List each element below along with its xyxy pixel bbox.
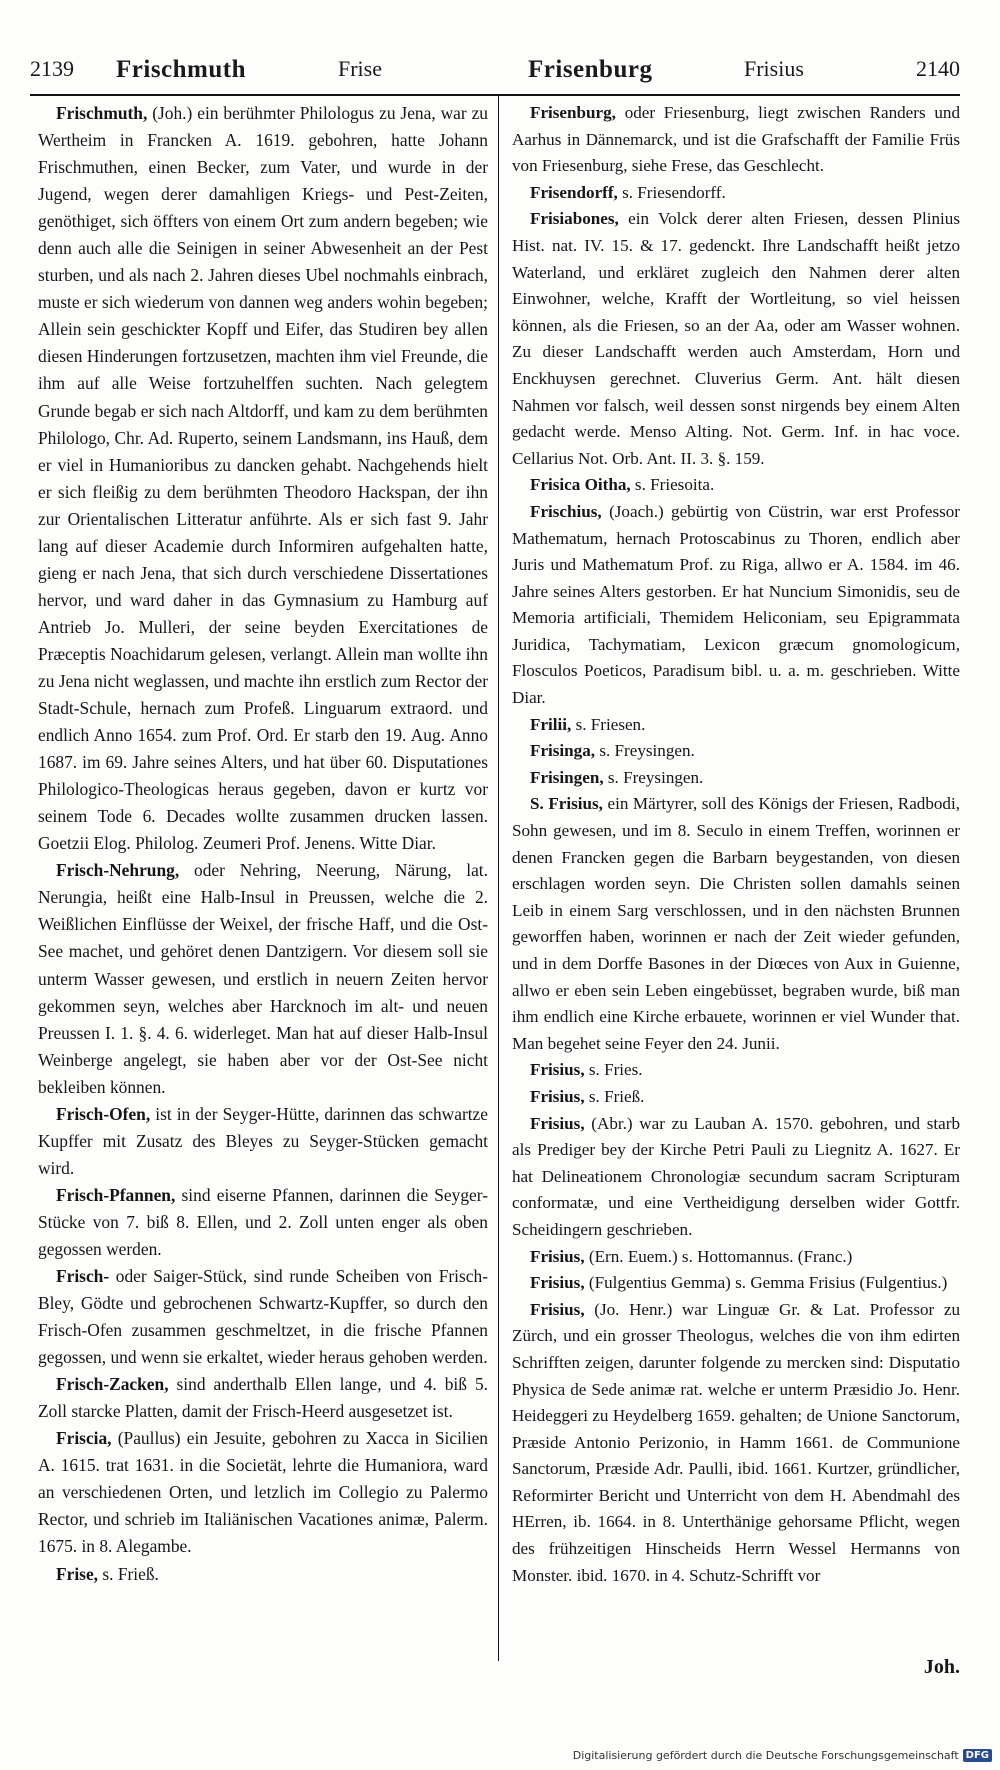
entry-text: s. Freysingen. <box>595 741 695 761</box>
entry-headword: Frisch-Ofen, <box>56 1103 151 1124</box>
entry-headword: Frisingen, <box>530 767 604 787</box>
header-keyword-left: Frischmuth <box>116 56 246 83</box>
entry-headword: Frisch-Zacken, <box>56 1374 169 1395</box>
dictionary-entry <box>512 712 960 739</box>
entry-text: (Joach.) gebürtig von Cüstrin, war erst Professor Mathematum, hernach Protoscabinus zu Thoren, endlich aber Juris und Mathematum Prof. zu Riga, allwo er A. 1584. im 46. Jahre seines Alters gestorben. Er hat Nuncium Simonidis, seu de Memoria artificiali, Themidem Heliconiam, seu Epigrammata Juridica, Tachymatiam, Lexicon græcum gnomologicum, Flosculos Poeticos, Paradisum bibl. u. a. m. geschrieben. Witte Diar. <box>512 501 960 708</box>
running-header <box>30 56 960 96</box>
dictionary-entry <box>512 1084 960 1111</box>
dictionary-entry <box>512 765 960 792</box>
header-guide-left: Frise <box>338 56 382 81</box>
entry-headword: Frisius, <box>530 1299 585 1319</box>
dictionary-entry <box>512 100 960 180</box>
entry-text: (Joh.) ein berühmter Philologus zu Jena, war zu Wertheim in Francken A. 1619. gebohren, hatte Johann Frischmuthen, einen Becker, zum Vater, und wurde in der Jugend, wegen derer damahligen Kriegs- und Pest-Zeiten, genöthiget, sich öffters von einem Ort zum andern begeben; wie denn auch alle die Seinigen in seiner Abwesenheit an der Pest sturben, und als nach 2. Jahren dieses Ubel nochmahls einbrach, muste er sich wiederum von dannen weg anders wohin begeben; Allein sein geschickter Kopff und Eifer, das Studiren bey allen diesen Hinderungen fortzusetzen, machten ihm viel Freunde, die ihm auf alle Weise fortzuhelffen suchten. Nach gelegtem Grunde begab er sich nach Altdorff, und kam zu dem berühmten Philologo, Chr. Ad. Ruperto, seinem Landsmann, ins Hauß, dem er viel in Humanioribus zu dancken gehabt. Nachgehends hielt er sich fleißig zu dem berühmten Theodoro Hackspan, der ihn zur Orientalischen Litteratur anführte. Als er sich fast 9. Jahr lang auf dieser Academie durch Informiren aufgehalten hatte, gieng er nach Jena, that sich durch verschiedene Dissertationes hervor, und ward daher in das Gymnasium zu Hamburg auf Antrieb Jo. Mulleri, der seine beyden Exercitationes de Præceptis Noachidarum gelesen, verlangt. Allein man wollte ihn zu Jena nicht weglassen, und machte ihn erstlich zum Rector der Stadt-Schule, hernach zum Profeß. Linguarum extraord. und endlich Anno 1654. zum Prof. Ord. Er starb den 19. Aug. Anno 1687. im 69. Jahre seines Alters, und hat über 60. Disputationes Philologico-Theologicas heraus gegeben, davon er kurtz vor seinem Tode 6. Decades wollte zusammen drucken lassen. Goetzii Elog. Philolog. Zeumeri Prof. Jenens. Witte Diar. <box>38 103 488 854</box>
dictionary-entry <box>512 499 960 712</box>
column-divider <box>498 96 499 1661</box>
dictionary-entry <box>512 738 960 765</box>
dictionary-entry <box>512 1270 960 1297</box>
header-guide-right: Frisius <box>744 56 804 81</box>
entry-headword: Frisius, <box>530 1273 585 1293</box>
dictionary-entry <box>38 857 488 1100</box>
left-column <box>38 100 488 1588</box>
entry-text: s. Frieß. <box>584 1086 645 1106</box>
dictionary-entry <box>38 1561 488 1588</box>
entry-headword: Frisenburg, <box>530 103 616 122</box>
entry-headword: Frisius, <box>530 1246 585 1266</box>
header-rule <box>30 94 960 96</box>
dictionary-entry <box>512 791 960 1057</box>
header-keyword-right: Frisenburg <box>528 56 653 83</box>
entry-text: oder Nehring, Neerung, Närung, lat. Nerungia, heißt eine Halb-Insul in Preussen, welche die 2. Weißlichen Einflüsse der Weixel, der frische Haff, und die Ost-See machet, und gehöret denen Dantzigern. Vor diesem soll sie unterm Wasser gewesen, und erstlich in neuern Zeiten hervor gekommen seyn, welches aber Harcknoch im alt- und neuen Preussen I. 1. §. 4. 6. widerleget. Man hat auf dieser Halb-Insul Weinberge angelegt, sie haben aber vor der Ost-See nicht bekleiben können. <box>38 860 488 1097</box>
entry-text: s. Freysingen. <box>603 767 704 787</box>
entry-text: oder Friesenburg, liegt zwischen Randers und Aarhus in Dännemarck, und ist die Grafschafft der Familie Früs von Friesenburg, siehe Frese, das Geschlecht. <box>512 103 960 176</box>
entry-text: ein Volck derer alten Friesen, dessen Plinius Hist. nat. IV. 15. & 17. gedenckt. Ihre Landschafft heißt jetzo Waterland, und erkläret zugleich den Nahmen derer alten Einwohner, welche, Krafft der Wortleitung, so viel heissen können, als die Friesen, so an der Aa, oder am Wasser wohnen. Zu dieser Landschafft werden auch Amsterdam, Horn und Enckhuysen gerechnet. Cluverius Germ. Ant. hält diesen Nahmen vor falsch, weil dessen sonst nirgends bey einem Alten gedacht werde. Menso Alting. Not. Germ. Inf. in hac voce. Cellarius Not. Orb. Ant. II. 3. §. 159. <box>512 209 960 468</box>
dictionary-entry <box>38 1101 488 1182</box>
entry-text: (Paullus) ein Jesuite, gebohren zu Xacca in Sicilien A. 1615. trat 1631. in die Societät, lehrte die Humaniora, ward an verschiedenen Orten, und letzlich im Collegio zu Palermo Rector, und schrieb im Italiänischen Vacationes animæ, Palerm. 1675. in 8. Alegambe. <box>38 1428 488 1557</box>
entry-text: sind anderthalb Ellen lange, und 4. biß 5. Zoll starcke Platten, damit der Frisch-Heerd ausgesetzet ist. <box>38 1374 488 1422</box>
entry-headword: Frischmuth, <box>56 103 148 123</box>
entry-headword: S. Frisius, <box>530 794 603 814</box>
dictionary-entry <box>512 1244 960 1271</box>
dictionary-entry <box>512 1057 960 1084</box>
dictionary-entry <box>512 206 960 472</box>
dictionary-entry <box>512 180 960 207</box>
entry-text: s. Fries. <box>584 1060 643 1080</box>
entry-headword: Frisinga, <box>530 741 596 761</box>
dictionary-entry <box>512 472 960 499</box>
entry-headword: Frisiabones, <box>530 209 619 229</box>
entry-text: s. Friesendorff. <box>617 182 726 202</box>
dfg-logo: DFG <box>963 1749 992 1762</box>
entry-text: oder Saiger-Stück, sind runde Scheiben von Frisch-Bley, Gödte und gebrochenen Schwartz-Kupffer, so durch den Frisch-Ofen zusammen geschmeltzet, in die frische Pfannen gegossen, und wenn sie erkaltet, wieder heraus gehoben werden. <box>38 1266 488 1368</box>
dictionary-entry <box>38 1263 488 1371</box>
dictionary-entry <box>512 1297 960 1590</box>
entry-headword: Frisius, <box>530 1113 585 1133</box>
entry-text: s. Frieß. <box>98 1563 159 1584</box>
entry-headword: Frischius, <box>530 501 602 521</box>
entry-headword: Frisch-Pfannen, <box>56 1184 176 1205</box>
entry-text: sind eiserne Pfannen, darinnen die Seyger-Stücke von 7. biß 8. Ellen, und 2. Zoll unten enger als oben gegossen werden. <box>38 1184 488 1259</box>
entry-headword: Frisica Oitha, <box>530 475 631 495</box>
page-number-right: 2140 <box>916 56 960 81</box>
entry-headword: Frisch-Nehrung, <box>56 860 180 881</box>
catchword: Joh. <box>923 1656 960 1678</box>
entry-headword: Frilii, <box>530 714 572 734</box>
entry-text: s. Friesen. <box>571 714 646 734</box>
entry-text: (Abr.) war zu Lauban A. 1570. gebohren, und starb als Prediger bey der Kirche Petri Pauli zu Liegnitz A. 1627. Er hat Delineationem Chronologiæ secundum sacram Scripturam conformatæ, und eine Vertheidigung derselben wider Gottfr. Scheidingern geschrieben. <box>512 1113 960 1239</box>
entry-headword: Frisius, <box>530 1086 585 1106</box>
page-number-left: 2139 <box>30 56 74 81</box>
entry-headword: Frisch- <box>56 1266 110 1287</box>
footer-text: Digitalisierung gefördert durch die Deutsche Forschungsgemeinschaft <box>572 1749 959 1762</box>
dictionary-entry <box>38 1425 488 1560</box>
entry-text: ist in der Seyger-Hütte, darinnen das schwartze Kupffer mit Zusatz des Bleyes zu Seyger-Stücken gemacht wird. <box>38 1103 488 1178</box>
entry-text: (Fulgentius Gemma) s. Gemma Frisius (Fulgentius.) <box>584 1273 948 1293</box>
entry-text: (Jo. Henr.) war Linguæ Gr. & Lat. Professor zu Zürch, und ein grosser Theologus, welches die von ihm edirten Schrifften zeigen, darunter folgende zu mercken sind: Disputatio Physica de Sede animæ rat. welche er unterm Præsidio Jo. Henr. Heideggeri zu Heydelberg 1659. gehalten; de Unione Sanctorum, Præside Antonio Perizonio, in Hamm 1661. de Communione Sanctorum, Præside Adr. Paulli, ibid. 1661. Kurtzer, gründlicher, Reformirter Bericht und Unterricht von dem H. Abendmahl des HErren, ib. 1664. in 8. Unterthänige gehorsame Pflicht, wegen des frühzeitigen Hinscheids Herrn Wessel Hermanns von Monster. ibid. 1670. in 4. Schutz-Schrifft vor <box>512 1299 960 1585</box>
entry-headword: Frisendorff, <box>530 182 618 202</box>
entry-text: (Ern. Euem.) s. Hottomannus. (Franc.) <box>584 1246 853 1266</box>
entry-headword: Frisius, <box>530 1060 585 1080</box>
entry-headword: Frise, <box>56 1563 99 1584</box>
dictionary-entry <box>38 1182 488 1263</box>
dictionary-entry <box>38 1371 488 1425</box>
entry-text: s. Friesoita. <box>630 475 715 495</box>
entry-text: ein Märtyrer, soll des Königs der Friesen, Radbodi, Sohn gewesen, und im 8. Seculo in einem Treffen, worinnen er denen Francken gegen die Barbarn beygestanden, von diesen erschlagen worden seyn. Die Christen sollen damahls seinen Leib in einem Sarg verschlossen, und in den nächsten Brunnen geworffen haben, worinnen er nach der Zeit wieder gefunden, und in dem Dorffe Basones in der Diœces von Aux in Guienne, allwo er eben sein Leben eingebüsset, begraben wurde, biß man ihm endlich eine Kirche erbauete, worinnen er viel Wunder that. Man begehet seine Feyer den 24. Junii. <box>512 794 960 1053</box>
dictionary-entry <box>512 1111 960 1244</box>
right-column <box>512 100 960 1589</box>
dictionary-entry <box>38 100 488 857</box>
entry-headword: Friscia, <box>56 1428 112 1449</box>
digitization-footer <box>573 1749 992 1762</box>
